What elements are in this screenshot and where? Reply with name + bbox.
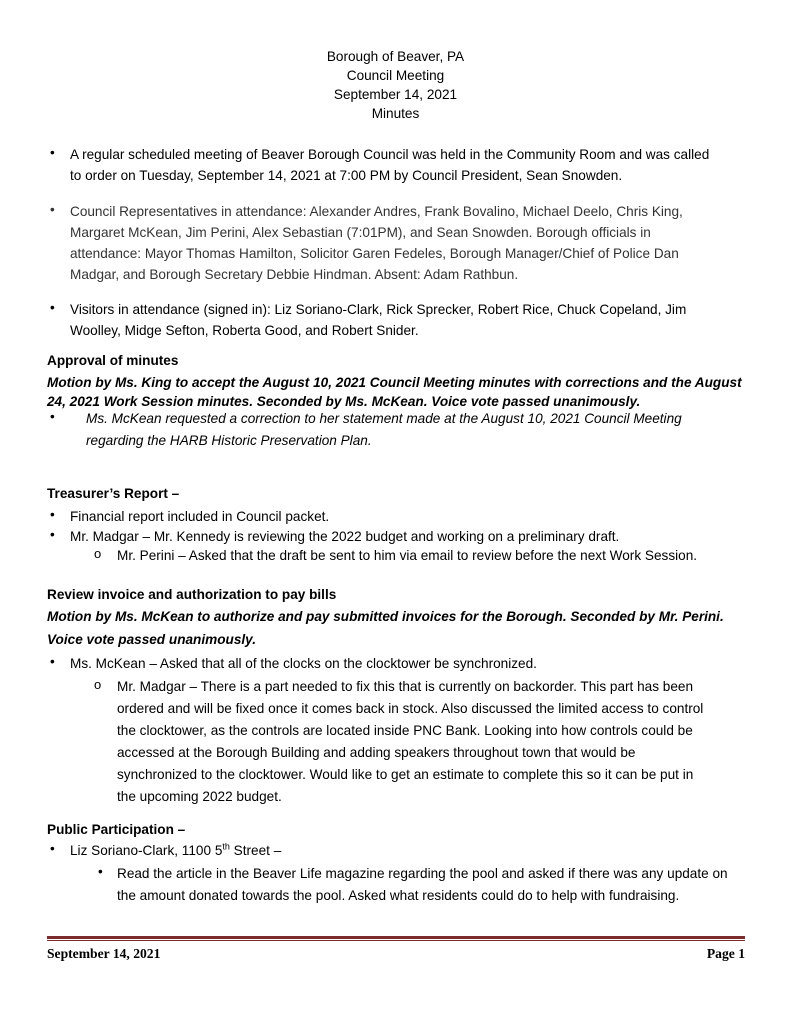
section-heading: Public Participation – (47, 822, 186, 837)
text-line: attendance: Mayor Thomas Hamilton, Solicitor Garen Fedeles, Borough Manager/Chief of Police Dan (70, 246, 679, 261)
bullet-icon: • (50, 841, 55, 856)
footer-date: September 14, 2021 (47, 946, 161, 961)
bullet-icon: • (50, 527, 55, 542)
motion-line: Voice vote passed unanimously. (47, 632, 257, 647)
text-line: Mr. Madgar – There is a part needed to fix this that is currently on backorder. This part has been (117, 679, 694, 694)
footer-rule (47, 936, 745, 939)
bullet-icon: • (50, 300, 55, 315)
header-meeting: Council Meeting (346, 68, 445, 83)
bullet-icon: • (50, 145, 55, 160)
bullet-icon: • (50, 409, 55, 424)
bullet-icon: • (50, 654, 55, 669)
header-minutes: Minutes (371, 106, 420, 121)
text-line: Council Representatives in attendance: Alexander Andres, Frank Bovalino, Michael Deelo, Chris King, (70, 204, 683, 219)
text-line: to order on Tuesday, September 14, 2021 at 7:00 PM by Council President, Sean Snowden. (70, 168, 623, 183)
text-line: Margaret McKean, Jim Perini, Alex Sebastian (7:01PM), and Sean Snowden. Borough officials in (70, 225, 651, 240)
bullet-icon: • (98, 864, 103, 879)
text-line: the clocktower, as the controls are located inside PNC Bank. Looking into how controls could be (117, 723, 693, 738)
motion-line: Motion by Ms. McKean to authorize and pay submitted invoices for the Borough. Seconded by Mr. Perini. (47, 609, 724, 624)
text-line: A regular scheduled meeting of Beaver Borough Council was held in the Community Room and was called (70, 147, 710, 162)
section-heading: Approval of minutes (47, 353, 179, 368)
footer-page-number: Page 1 (706, 946, 745, 961)
text-line: Visitors in attendance (signed in): Liz Soriano-Clark, Rick Sprecker, Robert Rice, Chuck Copeland, Jim (70, 302, 687, 317)
text-line: Madgar, and Borough Secretary Debbie Hindman. Absent: Adam Rathbun. (70, 267, 519, 282)
speaker-name: Liz Soriano-Clark, 1100 5 (70, 843, 223, 858)
motion-line: 24, 2021 Work Session minutes. Seconded by Ms. McKean. Voice vote passed unanimously. (47, 394, 641, 409)
text-line: accessed at the Borough Building and adding speakers throughout town that would be (117, 745, 636, 760)
text-line: Ms. McKean requested a correction to her statement made at the August 10, 2021 Council Meeting (86, 411, 682, 426)
text-line: Ms. McKean – Asked that all of the clocks on the clocktower be synchronized. (70, 656, 537, 671)
motion-line: Motion by Ms. King to accept the August 10, 2021 Council Meeting minutes with corrections and the August (47, 375, 742, 390)
bullet-icon: • (50, 507, 55, 522)
text-line: Mr. Madgar – Mr. Kennedy is reviewing the 2022 budget and working on a preliminary draft. (70, 529, 620, 544)
section-heading: Review invoice and authorization to pay bills (47, 587, 337, 602)
bullet-icon: • (50, 202, 55, 217)
text-line: synchronized to the clocktower. Would like to get an estimate to complete this so it can be put in (117, 767, 694, 782)
header-date: September 14, 2021 (333, 87, 458, 102)
text-line: ordered and will be fixed once it comes back in stock. Also discussed the limited access to control (117, 701, 704, 716)
text-line: the amount donated towards the pool. Asked what residents could do to help with fundraising. (117, 888, 680, 903)
text-line (70, 841, 281, 861)
ordinal-suffix: th (222, 841, 230, 852)
text-line: Read the article in the Beaver Life magazine regarding the pool and asked if there was any update on (117, 866, 728, 881)
section-heading: Treasurer’s Report – (47, 486, 180, 501)
street-label: Street – (229, 843, 282, 858)
text-line: Financial report included in Council packet. (70, 509, 330, 524)
sub-bullet-icon: o (94, 546, 102, 561)
text-line: the upcoming 2022 budget. (117, 789, 282, 804)
sub-bullet-icon: o (94, 677, 102, 692)
text-line: regarding the HARB Historic Preservation Plan. (86, 433, 372, 448)
header-borough: Borough of Beaver, PA (326, 49, 465, 64)
text-line: Mr. Perini – Asked that the draft be sent to him via email to review before the next Work Session. (117, 548, 698, 563)
footer-rule-thin (47, 940, 745, 941)
document-header (0, 47, 791, 123)
text-line: Woolley, Midge Sefton, Roberta Good, and Robert Snider. (70, 323, 419, 338)
